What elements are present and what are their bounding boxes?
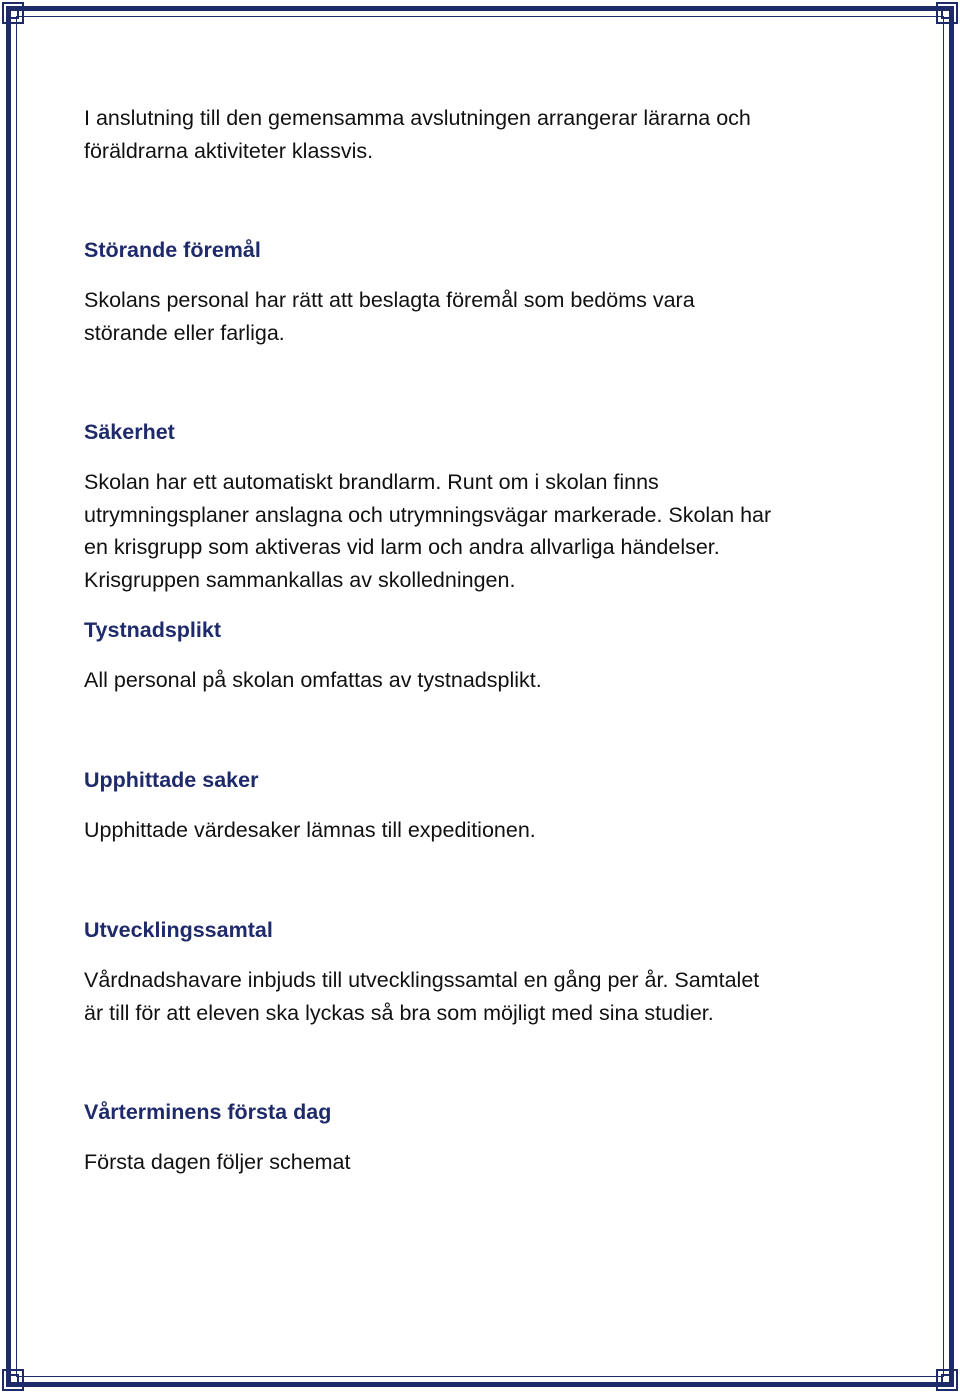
text-line: Vårdnadshavare inbjuds till utvecklingssamtal en gång per år. Samtalet <box>84 968 760 992</box>
text-line: föräldrarna aktiviteter klassvis. <box>84 138 374 163</box>
section-upphittade-saker <box>84 764 884 797</box>
section-body <box>84 964 884 1029</box>
section-body <box>84 664 884 697</box>
text-line: All personal på skolan omfattas av tystnadsplikt. <box>84 668 542 692</box>
text-line: en krisgrupp som aktiveras vid larm och andra allvarliga händelser. <box>84 535 720 559</box>
section-varterminens-forsta-dag <box>84 1096 884 1129</box>
section-heading: Utvecklingssamtal <box>84 918 273 942</box>
corner-ornament-top-left <box>2 2 24 24</box>
section-body <box>84 814 884 847</box>
section-storande-foremal <box>84 234 884 267</box>
intro-paragraph <box>84 102 884 167</box>
text-line: Upphittade värdesaker lämnas till expeditionen. <box>84 818 536 842</box>
text-line: Skolans personal har rätt att beslagta föremål som bedöms vara <box>84 288 695 312</box>
text-line: utrymningsplaner anslagna och utrymningsvägar markerade. Skolan har <box>84 502 772 527</box>
section-heading: Störande föremål <box>84 238 261 262</box>
section-body <box>84 1146 884 1179</box>
corner-ornament-top-right <box>936 2 958 24</box>
text-line: Skolan har ett automatiskt brandlarm. Runt om i skolan finns <box>84 470 659 494</box>
section-tystnadsplikt <box>84 614 884 647</box>
text-line: störande eller farliga. <box>84 320 285 345</box>
text-line: Krisgruppen sammankallas av skolledningen. <box>84 567 516 592</box>
corner-ornament-bottom-right <box>936 1369 958 1391</box>
text-line: I anslutning till den gemensamma avslutningen arrangerar lärarna och <box>84 106 751 130</box>
text-line: är till för att eleven ska lyckas så bra som möjligt med sina studier. <box>84 1000 714 1025</box>
section-body <box>84 284 884 349</box>
section-heading: Upphittade saker <box>84 768 259 792</box>
section-sakerhet <box>84 416 884 449</box>
section-heading: Tystnadsplikt <box>84 618 221 642</box>
corner-ornament-bottom-left <box>2 1369 24 1391</box>
section-heading: Vårterminens första dag <box>84 1100 332 1124</box>
section-utvecklingssamtal <box>84 914 884 947</box>
section-heading: Säkerhet <box>84 420 175 444</box>
section-body <box>84 466 884 596</box>
text-line: Första dagen följer schemat <box>84 1150 351 1174</box>
